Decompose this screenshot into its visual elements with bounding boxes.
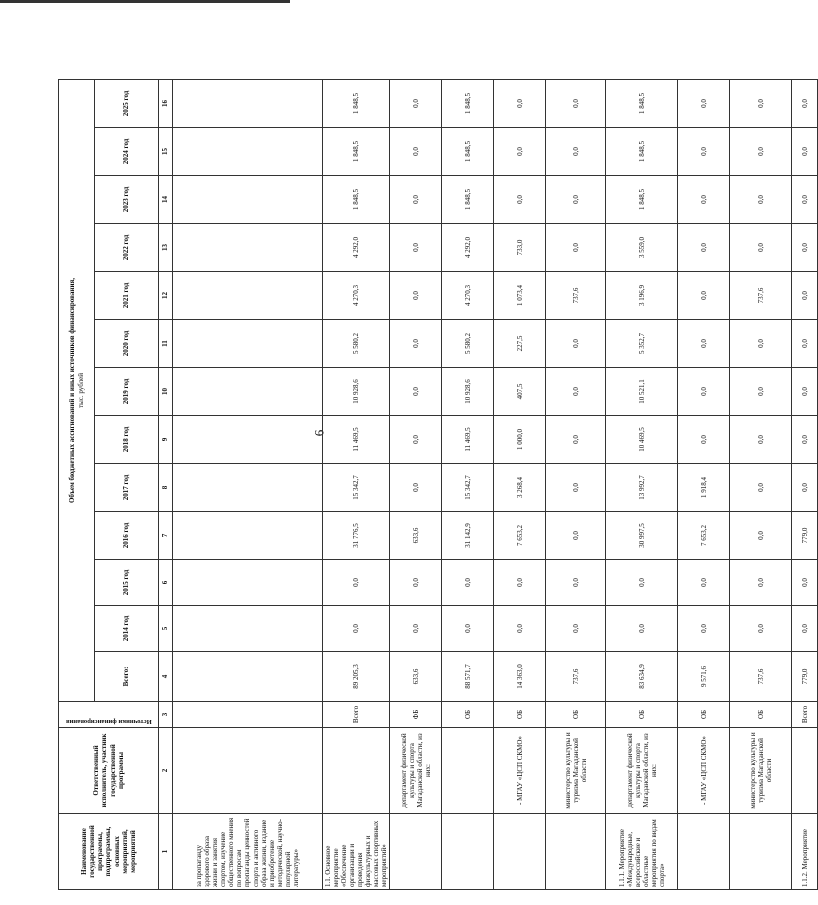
row-value-cell: 0,0 bbox=[792, 416, 818, 464]
row-value-cell: 0,0 bbox=[730, 560, 792, 606]
table-row bbox=[792, 80, 818, 890]
row-value-cell: 3 268,4 bbox=[494, 464, 546, 512]
row-value-cell: 0,0 bbox=[730, 368, 792, 416]
row-name-cell bbox=[442, 814, 494, 890]
column-number: 15 bbox=[159, 128, 173, 176]
row-value-cell: 0,0 bbox=[546, 176, 606, 224]
row-value-cell: 733,0 bbox=[494, 224, 546, 272]
row-name-cell bbox=[390, 814, 442, 890]
row-name-cell: 1.1. Основное мероприятие «Обеспечение организации и проведения физкультурных и массовых спортивных мероприятий» bbox=[323, 814, 390, 890]
row-value-cell: 0,0 bbox=[730, 224, 792, 272]
row-value-cell: 0,0 bbox=[792, 224, 818, 272]
row-value-cell: 14 363,0 bbox=[494, 652, 546, 702]
row-value-cell: 407,5 bbox=[494, 368, 546, 416]
column-number: 10 bbox=[159, 368, 173, 416]
row-value-cell: 227,5 bbox=[494, 320, 546, 368]
row-value-cell: 0,0 bbox=[323, 606, 390, 652]
row-value-cell: 0,0 bbox=[730, 320, 792, 368]
row-value-cell: 0,0 bbox=[730, 80, 792, 128]
header-year: 2023 год bbox=[95, 176, 159, 224]
row-value-cell: 0,0 bbox=[390, 176, 442, 224]
row-value-cell: 0,0 bbox=[546, 224, 606, 272]
column-number: 13 bbox=[159, 224, 173, 272]
row-value-cell: 0,0 bbox=[678, 416, 730, 464]
table-row bbox=[494, 80, 546, 890]
row-value-cell: 0,0 bbox=[678, 176, 730, 224]
header-year: 2016 год bbox=[95, 512, 159, 560]
header-caption bbox=[59, 80, 95, 702]
row-value-cell: 7 653,2 bbox=[494, 512, 546, 560]
row-value-cell: 1 848,5 bbox=[442, 176, 494, 224]
row-value-cell: 0,0 bbox=[678, 560, 730, 606]
header-year: 2017 год bbox=[95, 464, 159, 512]
row-value-cell: 0,0 bbox=[792, 606, 818, 652]
row-value-cell: 0,0 bbox=[730, 416, 792, 464]
row-value-cell: 0,0 bbox=[390, 224, 442, 272]
caption-line1: Объем бюджетных ассигнований и иных источников финансирования, bbox=[68, 277, 77, 504]
row-value-cell: 0,0 bbox=[730, 464, 792, 512]
row-value-cell: 0,0 bbox=[323, 560, 390, 606]
row-exec-cell: министерство культуры и туризма Магаданской области bbox=[730, 728, 792, 814]
column-number: 5 bbox=[159, 606, 173, 652]
row-value-cell: 11 469,5 bbox=[442, 416, 494, 464]
row-value-cell: 779,0 bbox=[792, 652, 818, 702]
row-name-cell bbox=[494, 814, 546, 890]
row-value-cell: 4 292,0 bbox=[442, 224, 494, 272]
row-value-cell: 0,0 bbox=[546, 80, 606, 128]
row-name-cell: 1.1.2. Мероприятие bbox=[792, 814, 818, 890]
header-year: 2025 год bbox=[95, 80, 159, 128]
row-source-cell: ОБ bbox=[678, 702, 730, 728]
rotated-table-area bbox=[58, 14, 809, 890]
row-value-cell: 0,0 bbox=[494, 128, 546, 176]
row-value-cell: 3 559,0 bbox=[606, 224, 678, 272]
row-source-cell: Всего bbox=[323, 702, 390, 728]
row-source-cell: ОБ bbox=[494, 702, 546, 728]
row-value-cell: 0,0 bbox=[730, 606, 792, 652]
row-value-cell: 9 571,6 bbox=[678, 652, 730, 702]
row-value-cell: 4 270,3 bbox=[442, 272, 494, 320]
row-value-cell: 0,0 bbox=[606, 606, 678, 652]
row-value-cell: 83 634,9 bbox=[606, 652, 678, 702]
row-value-cell: 0,0 bbox=[730, 128, 792, 176]
row-value-cell: 0,0 bbox=[792, 80, 818, 128]
table-row bbox=[678, 80, 730, 890]
row-value-cell: 0,0 bbox=[546, 368, 606, 416]
row-value-cell: 0,0 bbox=[390, 416, 442, 464]
row-value-cell: 0,0 bbox=[546, 128, 606, 176]
row-value-cell: 0,0 bbox=[442, 560, 494, 606]
row-value-cell: 0,0 bbox=[792, 128, 818, 176]
row-name-cell bbox=[546, 814, 606, 890]
row-value-cell: 1 848,5 bbox=[606, 80, 678, 128]
row-value-cell: 5 580,2 bbox=[442, 320, 494, 368]
row-value-cell: 0,0 bbox=[792, 176, 818, 224]
header-year: 2015 год bbox=[95, 560, 159, 606]
row-name-cell bbox=[730, 814, 792, 890]
row-value-cell: 0,0 bbox=[494, 80, 546, 128]
table-row bbox=[390, 80, 442, 890]
row-exec-cell: департамент физической культуры и спорта Магаданской области, из них: bbox=[606, 728, 678, 814]
row-value-cell: 1 848,5 bbox=[323, 176, 390, 224]
row-value-cell: 0,0 bbox=[678, 224, 730, 272]
row-value-cell: 633,6 bbox=[390, 512, 442, 560]
table-row bbox=[546, 80, 606, 890]
header-year: 2018 год bbox=[95, 416, 159, 464]
row-source-cell: ОБ bbox=[546, 702, 606, 728]
row-value-cell: 0,0 bbox=[792, 368, 818, 416]
row-value-cell: 0,0 bbox=[546, 464, 606, 512]
header-name: Наименование государственной программы, подпрограммы, основных мероприятий, мероприятий bbox=[59, 814, 159, 890]
row-exec-cell bbox=[323, 728, 390, 814]
row-value-cell: 1 073,4 bbox=[494, 272, 546, 320]
intro-text-cell: за пропаганду здорового образа жизни и занятия спортом, изучение общественного мнения по вопросам пропаганды ценностей спорта и активного образа жизни, издание и приобретение методической, научно-популярной литературы» bbox=[173, 814, 323, 890]
row-exec-cell: министерство культуры и туризма Магаданской области bbox=[546, 728, 606, 814]
row-value-cell: 4 270,3 bbox=[323, 272, 390, 320]
row-value-cell: 10 928,6 bbox=[323, 368, 390, 416]
row-value-cell: 1 848,5 bbox=[442, 128, 494, 176]
header-year: 2022 год bbox=[95, 224, 159, 272]
row-value-cell: 0,0 bbox=[390, 560, 442, 606]
header-exec: Ответственный исполнитель, участник государственной программы bbox=[59, 728, 159, 814]
row-value-cell: 1 000,0 bbox=[494, 416, 546, 464]
row-exec-cell: - МГАУ «ЦСП СКМО» bbox=[678, 728, 730, 814]
table-row bbox=[442, 80, 494, 890]
header-year: 2014 год bbox=[95, 606, 159, 652]
top-rule bbox=[0, 0, 290, 3]
row-value-cell: 3 196,9 bbox=[606, 272, 678, 320]
row-value-cell: 10 521,1 bbox=[606, 368, 678, 416]
row-value-cell: 0,0 bbox=[606, 560, 678, 606]
row-value-cell: 89 205,3 bbox=[323, 652, 390, 702]
row-value-cell: 737,6 bbox=[546, 272, 606, 320]
row-value-cell: 0,0 bbox=[390, 272, 442, 320]
row-value-cell: 0,0 bbox=[390, 368, 442, 416]
table-row bbox=[730, 80, 792, 890]
row-value-cell: 0,0 bbox=[730, 176, 792, 224]
row-value-cell: 30 997,5 bbox=[606, 512, 678, 560]
row-value-cell: 0,0 bbox=[546, 560, 606, 606]
row-source-cell: ОБ bbox=[730, 702, 792, 728]
column-number: 1 bbox=[159, 814, 173, 890]
column-number: 2 bbox=[159, 728, 173, 814]
row-value-cell: 10 469,5 bbox=[606, 416, 678, 464]
row-value-cell: 0,0 bbox=[546, 416, 606, 464]
table-row bbox=[323, 80, 390, 890]
header-year: 2021 год bbox=[95, 272, 159, 320]
row-value-cell: 1 848,5 bbox=[323, 80, 390, 128]
row-source-cell: ОБ bbox=[606, 702, 678, 728]
row-value-cell: 1 848,5 bbox=[606, 128, 678, 176]
row-value-cell: 0,0 bbox=[678, 320, 730, 368]
row-value-cell: 0,0 bbox=[390, 464, 442, 512]
row-exec-cell bbox=[442, 728, 494, 814]
row-value-cell: 1 848,5 bbox=[442, 80, 494, 128]
row-value-cell: 0,0 bbox=[390, 606, 442, 652]
row-value-cell: 1 918,4 bbox=[678, 464, 730, 512]
header-source: Источники финансирования bbox=[59, 702, 159, 728]
row-value-cell: 0,0 bbox=[494, 176, 546, 224]
row-value-cell: 737,6 bbox=[730, 652, 792, 702]
row-value-cell: 737,6 bbox=[730, 272, 792, 320]
row-value-cell: 0,0 bbox=[546, 512, 606, 560]
row-value-cell: 88 571,7 bbox=[442, 652, 494, 702]
row-value-cell: 0,0 bbox=[792, 320, 818, 368]
row-source-cell: Всего bbox=[792, 702, 818, 728]
row-exec-cell: департамент физической культуры и спорта Магаданской области, из них: bbox=[390, 728, 442, 814]
row-source-cell: ОБ bbox=[442, 702, 494, 728]
row-value-cell: 0,0 bbox=[678, 368, 730, 416]
row-value-cell: 7 653,2 bbox=[678, 512, 730, 560]
row-value-cell: 1 848,5 bbox=[323, 128, 390, 176]
column-number: 6 bbox=[159, 560, 173, 606]
row-value-cell: 0,0 bbox=[546, 320, 606, 368]
row-value-cell: 31 142,9 bbox=[442, 512, 494, 560]
funding-table bbox=[58, 79, 818, 890]
header-year: 2024 год bbox=[95, 128, 159, 176]
row-value-cell: 737,6 bbox=[546, 652, 606, 702]
row-value-cell: 1 848,5 bbox=[606, 176, 678, 224]
row-name-cell bbox=[678, 814, 730, 890]
header-year: 2020 год bbox=[95, 320, 159, 368]
row-value-cell: 0,0 bbox=[390, 320, 442, 368]
header-total: Всего: bbox=[95, 652, 159, 702]
row-value-cell: 0,0 bbox=[730, 512, 792, 560]
column-number: 9 bbox=[159, 416, 173, 464]
column-number: 14 bbox=[159, 176, 173, 224]
column-number: 3 bbox=[159, 702, 173, 728]
row-value-cell: 0,0 bbox=[390, 80, 442, 128]
row-name-cell: 1.1.1. Мероприятие «Международные, всероссийские и областные мероприятия по видам спорта» bbox=[606, 814, 678, 890]
row-value-cell: 0,0 bbox=[442, 606, 494, 652]
row-value-cell: 0,0 bbox=[678, 80, 730, 128]
row-value-cell: 4 292,0 bbox=[323, 224, 390, 272]
row-value-cell: 0,0 bbox=[546, 606, 606, 652]
row-exec-cell bbox=[792, 728, 818, 814]
row-value-cell: 0,0 bbox=[678, 606, 730, 652]
caption-line2: тыс. рублей bbox=[76, 373, 85, 408]
row-value-cell: 11 469,5 bbox=[323, 416, 390, 464]
row-value-cell: 0,0 bbox=[494, 560, 546, 606]
row-value-cell: 633,6 bbox=[390, 652, 442, 702]
row-value-cell: 0,0 bbox=[792, 464, 818, 512]
page-number: 6 bbox=[311, 429, 327, 437]
header-year: 2019 год bbox=[95, 368, 159, 416]
row-value-cell: 31 776,5 bbox=[323, 512, 390, 560]
row-source-cell: ФБ bbox=[390, 702, 442, 728]
table-row bbox=[606, 80, 678, 890]
row-value-cell: 779,0 bbox=[792, 512, 818, 560]
row-value-cell: 5 352,7 bbox=[606, 320, 678, 368]
row-value-cell: 0,0 bbox=[494, 606, 546, 652]
column-number: 16 bbox=[159, 80, 173, 128]
row-exec-cell: - МГАУ «ЦСП СКМО» bbox=[494, 728, 546, 814]
row-value-cell: 15 342,7 bbox=[323, 464, 390, 512]
row-value-cell: 0,0 bbox=[792, 560, 818, 606]
row-value-cell: 0,0 bbox=[390, 128, 442, 176]
row-value-cell: 0,0 bbox=[678, 272, 730, 320]
column-number: 7 bbox=[159, 512, 173, 560]
column-number: 11 bbox=[159, 320, 173, 368]
row-value-cell: 5 580,2 bbox=[323, 320, 390, 368]
row-value-cell: 0,0 bbox=[678, 128, 730, 176]
row-value-cell: 15 342,7 bbox=[442, 464, 494, 512]
column-number: 8 bbox=[159, 464, 173, 512]
row-value-cell: 10 928,6 bbox=[442, 368, 494, 416]
row-value-cell: 0,0 bbox=[792, 272, 818, 320]
column-number: 12 bbox=[159, 272, 173, 320]
row-value-cell: 13 992,7 bbox=[606, 464, 678, 512]
column-number: 4 bbox=[159, 652, 173, 702]
